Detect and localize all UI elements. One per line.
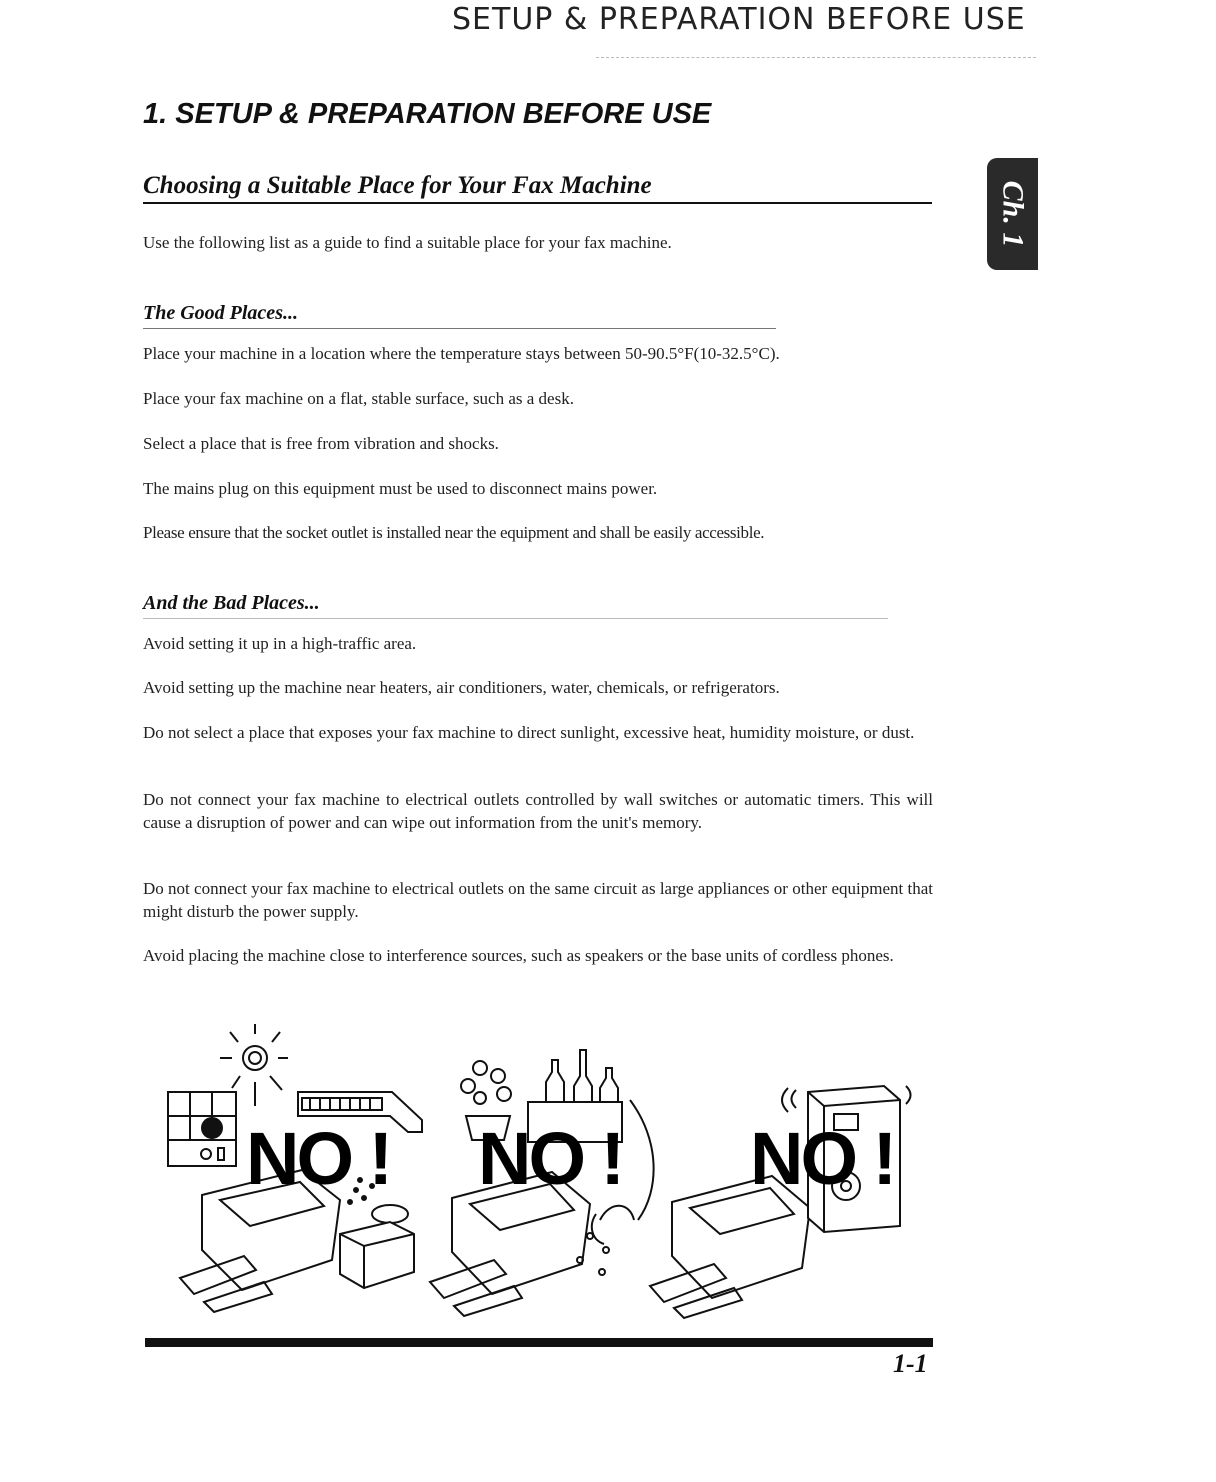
no-label: NO ! — [478, 1117, 623, 1200]
footer-rule — [145, 1338, 933, 1347]
intro-text: Use the following list as a guide to find a suitable place for your fax machine. — [143, 233, 672, 252]
good-place-item: Please ensure that the socket outlet is installed near the equipment and shall be easily accessible. — [143, 523, 765, 542]
good-place-item: Place your fax machine on a flat, stable surface, such as a desk. — [143, 389, 574, 408]
good-place-item: Place your machine in a location where the temperature stays between 50-90.5°F(10-32.5°C). — [143, 344, 780, 363]
chapter-tab — [987, 158, 1038, 270]
chapter-title: 1. SETUP & PREPARATION BEFORE USE — [143, 98, 712, 130]
bad-place-item: Do not select a place that exposes your fax machine to direct sunlight, excessive heat, humidity moisture, or dust. — [143, 723, 915, 742]
bad-places-heading: And the Bad Places... — [143, 592, 320, 614]
sun-icon — [220, 1024, 288, 1106]
bad-places-rule — [143, 618, 888, 619]
chapter-tab-label: Ch. 1 — [996, 180, 1030, 248]
bad-place-item: Avoid placing the machine close to interference sources, such as speakers or the base units of cordless phones. — [143, 946, 894, 965]
box-icon — [340, 1222, 414, 1288]
bad-place-item: Do not connect your fax machine to electrical outlets on the same circuit as large appliances or other equipment that might disturb the power supply. — [143, 879, 933, 921]
page-number: 1-1 — [893, 1349, 928, 1378]
good-place-item: The mains plug on this equipment must be used to disconnect mains power. — [143, 479, 658, 498]
good-places-heading: The Good Places... — [143, 302, 298, 324]
good-places-rule — [143, 328, 776, 329]
placement-illustration — [160, 1020, 920, 1320]
no-label: NO ! — [246, 1117, 391, 1200]
running-header: SETUP & PREPARATION BEFORE USE — [452, 2, 1026, 37]
no-label: NO ! — [750, 1117, 895, 1200]
good-place-item: Select a place that is free from vibration and shocks. — [143, 434, 499, 453]
header-rule — [596, 57, 1036, 58]
section-title: Choosing a Suitable Place for Your Fax Machine — [143, 172, 932, 204]
bad-place-item: Avoid setting it up in a high-traffic area. — [143, 634, 417, 653]
heater-icon — [168, 1092, 236, 1166]
bad-place-item: Avoid setting up the machine near heaters, air conditioners, water, chemicals, or refrigerators. — [143, 678, 780, 697]
bad-place-item: Do not connect your fax machine to electrical outlets controlled by wall switches or automatic timers. This will cause a disruption of power and can wipe out information from the unit's memory. — [143, 790, 933, 832]
